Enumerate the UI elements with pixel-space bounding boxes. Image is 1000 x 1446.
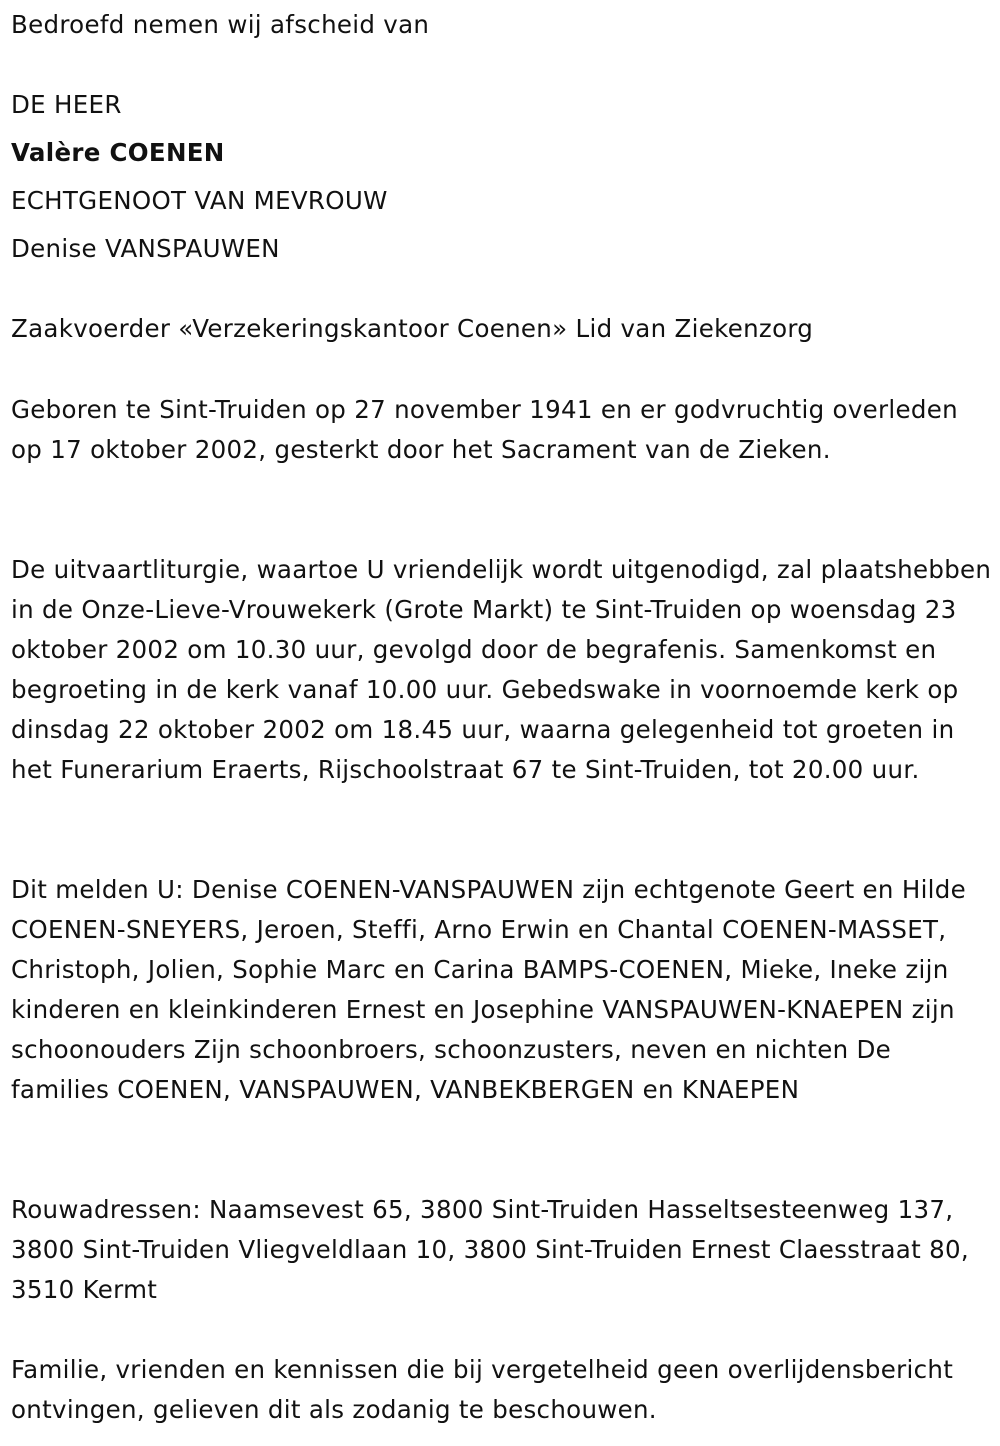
addresses-paragraph: Rouwadressen: Naamsevest 65, 3800 Sint-Truiden Hasseltsesteenweg 137, 3800 Sint-Truiden Vliegveldlaan 10, 3800 Sint-Truiden Ernest Claesstraat 80, 3510 Kermt <box>11 1195 969 1304</box>
occupation-text: Zaakvoerder «Verzekeringskantoor Coenen» Lid van Ziekenzorg <box>11 314 814 343</box>
title-prefix: DE HEER <box>11 90 122 119</box>
birth-death-paragraph: Geboren te Sint-Truiden op 27 november 1941 en er godvruchtig overleden op 17 oktober 2002, gesterkt door het Sacrament van de Zieken. <box>11 395 958 464</box>
deceased-name: Valère COENEN <box>11 138 225 167</box>
closing-paragraph: Familie, vrienden en kennissen die bij vergetelheid geen overlijdensbericht ontvingen, gelieven dit als zodanig te beschouwen. <box>11 1355 954 1424</box>
announced-by-paragraph: Dit melden U: Denise COENEN-VANSPAUWEN zijn echtgenote Geert en Hilde COENEN-SNEYERS, Jeroen, Steffi, Arno Erwin en Chantal COENEN-MASSET, Christoph, Jolien, Sophie Marc en Carina BAMPS-COENEN, Mieke, Ineke zijn kinderen en kleinkinderen Ernest en Josephine VANSPAUWEN-KNAEPEN zijn schoonouders Zijn schoonbroers, schoonzusters, neven en nichten De families COENEN, VANSPAUWEN, VANBEKBERGEN en KNAEPEN <box>11 875 967 1104</box>
spouse-label: ECHTGENOOT VAN MEVROUW <box>11 186 388 215</box>
funeral-paragraph: De uitvaartliturgie, waartoe U vriendelijk wordt uitgenodigd, zal plaatshebben in de Onze-Lieve-Vrouwekerk (Grote Markt) te Sint-Truiden op woensdag 23 oktober 2002 om 10.30 uur, gevolgd door de begrafenis. Samenkomst en begroeting in de kerk vanaf 10.00 uur. Gebedswake in voornoemde kerk op dinsdag 22 oktober 2002 om 18.45 uur, waarna gelegenheid tot groeten in het Funerarium Eraerts, Rijschoolstraat 67 te Sint-Truiden, tot 20.00 uur. <box>11 555 992 784</box>
intro-text: Bedroefd nemen wij afscheid van <box>11 10 430 39</box>
spouse-name: Denise VANSPAUWEN <box>11 234 280 263</box>
